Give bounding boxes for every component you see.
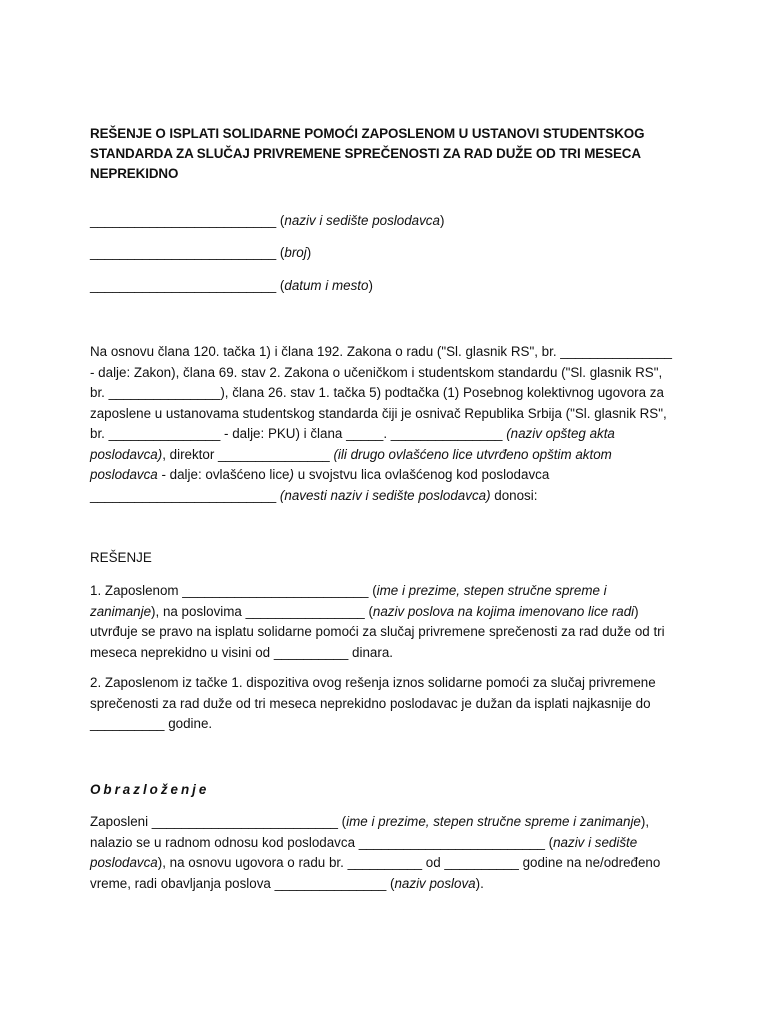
decision-heading: REŠENJE <box>90 550 152 565</box>
reasoning-heading: Obrazloženje <box>90 782 210 797</box>
date-place-field: _________________________ (datum i mesto) <box>90 278 373 293</box>
decision-item-1: 1. Zaposlenom _________________________ (ime i prezime, stepen stručne spreme i zanimanje), na poslovima ________________ (naziv poslova na kojima imenovano lice radi) utvrđuje se pravo na isplatu solidarne pomoći za slučaj privremene sprečenosti za rad duže od tri meseca neprekidno u visini od __________ dinara. <box>90 583 665 660</box>
document-title: REŠENJE O ISPLATI SOLIDARNE POMOĆI ZAPOSLENOM U USTANOVI STUDENTSKOG STANDARDA ZA SLUČAJ PRIVREMENE SPREČENOSTI ZA RAD DUŽE OD TRI MESECA NEPREKIDNO <box>90 126 645 181</box>
number-field: _________________________ (broj) <box>90 245 312 260</box>
number-blank: _________________________ ( <box>90 245 285 260</box>
date-place-hint: datum i mesto <box>284 278 369 293</box>
number-hint: broj <box>284 245 307 260</box>
decision-item-2: 2. Zaposlenom iz tačke 1. dispozitiva ovog rešenja iznos solidarne pomoći za slučaj privremene sprečenosti za rad duže od tri meseca neprekidno poslodavac je dužan da isplati najkasnije do __________ godine. <box>90 675 656 731</box>
employer-blank: _________________________ ( <box>90 213 285 228</box>
preamble-paragraph: Na osnovu člana 120. tačka 1) i člana 192. Zakona o radu ("Sl. glasnik RS", br. _______________ - dalje: Zakon), člana 69. stav 2. Zakona o učeničkom i studentskom standardu ("Sl. glasnik RS", br. _______________), člana 26. stav 1. tačka 5) podtačka (1) Posebnog kolektivnog ugovora za zaposlene u ustanovama studentskog standarda čiji je osnivač Republika Srbija ("Sl. glasnik RS", br. _______________ - dalje: PKU) i člana _____. _______________ (naziv opšteg akta poslodavca), direktor _______________ (ili drugo ovlašćeno lice utvrđeno opštim aktom poslodavca - dalje: ovlašćeno lice) u svojstvu lica ovlašćenog kod poslodavca _________________________ (navesti naziv i sedište poslodavca) donosi: <box>90 344 672 503</box>
reasoning-paragraph: Zaposleni _________________________ (ime i prezime, stepen stručne spreme i zanimanje), nalazio se u radnom odnosu kod poslodavca _________________________ (naziv i sedište poslodavca), na osnovu ugovora o radu br. __________ od __________ godine na ne/određeno vreme, radi obavljanja poslova _______________ (naziv poslova). <box>90 814 661 891</box>
employer-field: _________________________ (naziv i sedište poslodavca) <box>90 213 445 228</box>
date-place-blank: _________________________ ( <box>90 278 285 293</box>
employer-hint: naziv i sedište poslodavca <box>284 213 440 228</box>
